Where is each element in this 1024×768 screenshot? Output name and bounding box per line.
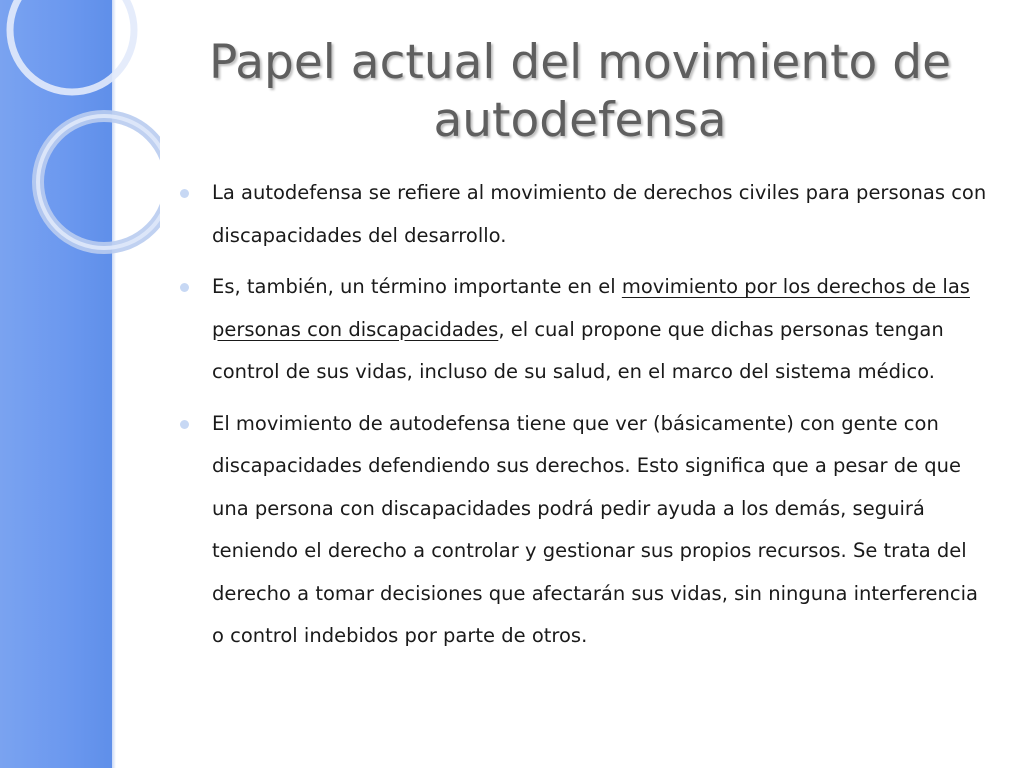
- bullet-item: [180, 403, 992, 658]
- bullet-item: [180, 266, 992, 394]
- ring-bottom-inner: [38, 116, 160, 248]
- bullet-dot: [180, 420, 189, 429]
- decorative-rings: [0, 0, 160, 260]
- bullet-list: [180, 172, 992, 667]
- bullet-dot: [180, 189, 189, 198]
- slide-title: Papel actual del movimiento de autodefensa: [208, 35, 952, 148]
- disability-rights-link[interactable]: movimiento por los derechos de las personas con discapacidades: [212, 275, 970, 341]
- bullet-item: [180, 172, 992, 257]
- bullet-dot: [180, 283, 189, 292]
- bullet-text: El movimiento de autodefensa tiene que ver (básicamente) con gente con discapacidades defendiendo sus derechos. Esto significa que a pesar de que una persona con discapacidades podrá pedir ayuda a los demás, seguirá teniendo el derecho a controlar y gestionar sus propios recursos. Se trata del derecho a tomar decisiones que afectarán sus vidas, sin ninguna interferencia o control indebidos por parte de otros.: [212, 411, 978, 647]
- ring-top: [10, 0, 134, 92]
- bullet-text: La autodefensa se refiere al movimiento de derechos civiles para personas con discapacidades del desarrollo.: [212, 181, 987, 247]
- bullet-text-before-link: Es, también, un término importante en el: [212, 275, 622, 298]
- bullet-text-after-link: , el cual propone que dichas personas tengan control de sus vidas, incluso de su salud, en el marco del sistema médico.: [212, 317, 944, 383]
